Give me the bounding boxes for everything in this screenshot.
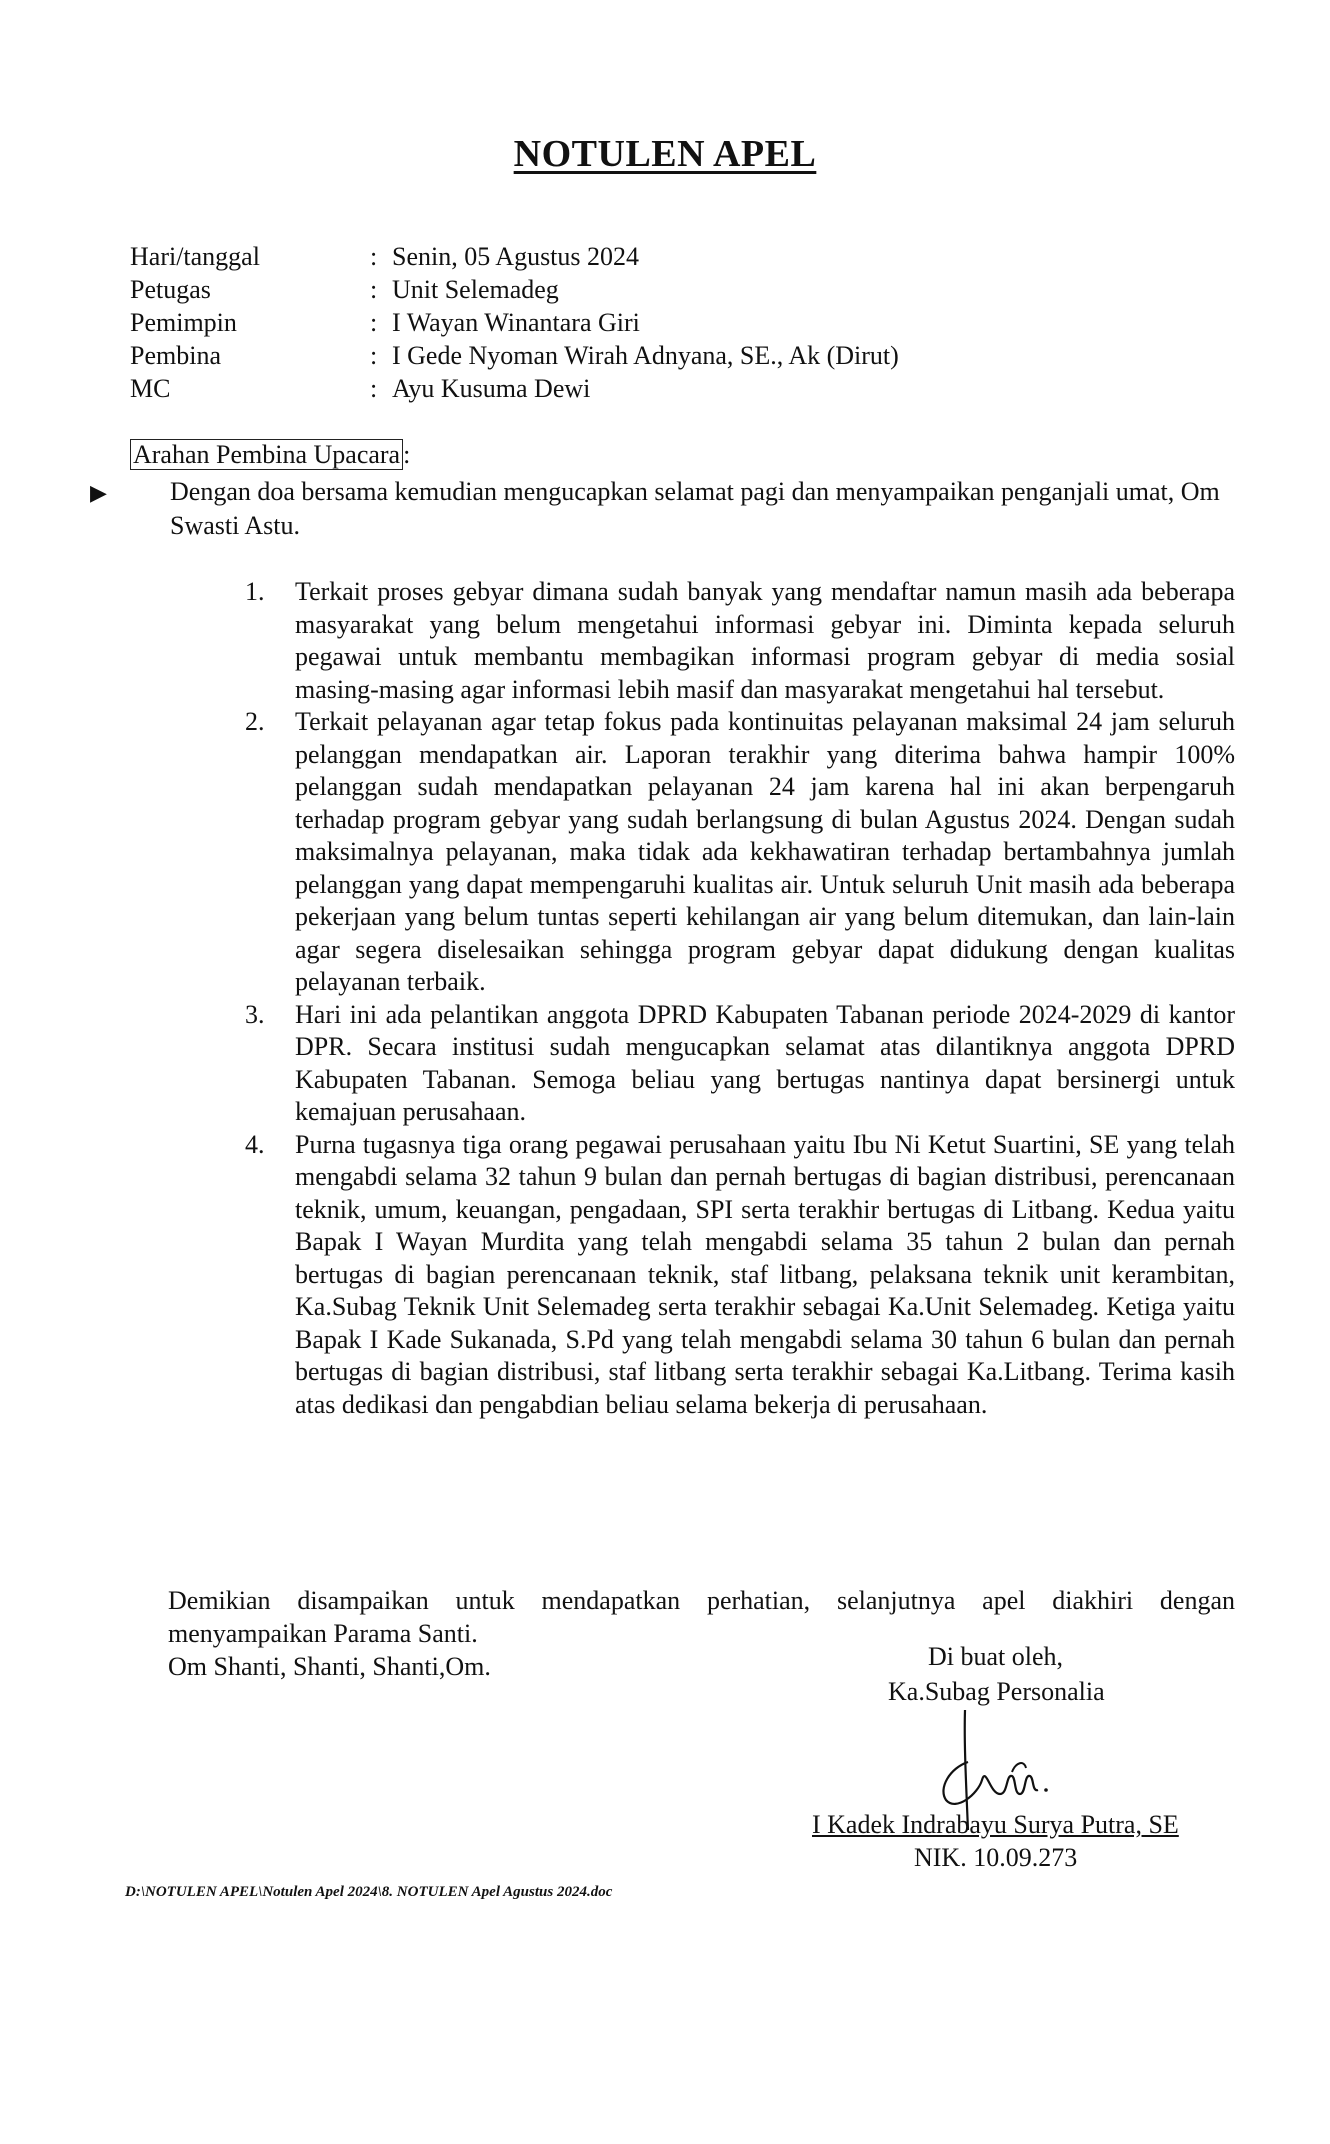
meta-label: Pemimpin xyxy=(130,307,237,337)
arahan-heading: Arahan Pembina Upacara : xyxy=(130,440,410,470)
list-text: Terkait pelayanan agar tetap fokus pada kontinuitas pelayanan maksimal 24 jam seluruh pelanggan mendapatkan air. Laporan terakhir yang diterima bahwa hampir 100% pelanggan sudah mendapatkan pelayanan 24 jam karena hal ini akan berpengaruh terhadap program gebyar yang sudah berlangsung di bulan Agustus 2024. Dengan sudah maksimalnya pelayanan, maka tidak ada kekhawatiran terhadap bertambahnya jumlah pelanggan yang dapat mempengaruhi kualitas air. Untuk seluruh Unit masih ada beberapa pekerjaan yang belum tuntas seperti kehilangan air yang belum ditemukan, dan lain-lain agar segera diselesaikan sehingga program gebyar dapat didukung dengan kualitas pelayanan terbaik. xyxy=(295,707,1235,996)
closing-paragraph xyxy=(168,1584,1235,1683)
meta-row-pemimpin: Pemimpin : I Wayan Winantara Giri xyxy=(130,307,640,337)
list-number: 3. xyxy=(245,999,265,1029)
list-item xyxy=(245,706,1235,999)
list-number: 2. xyxy=(245,707,265,736)
meta-value: I Wayan Winantara Giri xyxy=(392,307,640,337)
meta-value: I Gede Nyoman Wirah Adnyana, SE., Ak (Dirut) xyxy=(392,340,899,370)
arahan-heading-text: Arahan Pembina Upacara xyxy=(130,439,403,470)
meta-value: Ayu Kusuma Dewi xyxy=(392,373,591,403)
meta-row-petugas: Petugas : Unit Selemadeg xyxy=(130,274,559,304)
meta-value: Senin, 05 Agustus 2024 xyxy=(392,241,640,271)
meta-label: Petugas xyxy=(130,274,211,304)
closing-salutation: Om Shanti, Shanti, Shanti,Om. xyxy=(168,1652,491,1681)
list-text: Purna tugasnya tiga orang pegawai perusahaan yaitu Ibu Ni Ketut Suartini, SE yang telah mengabdi selama 32 tahun 9 bulan dan pernah bertugas di bagian distribusi, perencanaan teknik, umum, keuangan, pengadaan, SPI serta terakhir bertugas di Litbang. Kedua yaitu Bapak I Wayan Murdita yang telah mengabdi selama 35 tahun 2 bulan dan pernah bertugas di bagian perencanaan teknik, staf litbang, pelaksana teknik unit kerambitan, Ka.Subag Teknik Unit Selemadeg serta terakhir sebagai Ka.Unit Selemadeg. Ketiga yaitu Bapak I Kade Sukanada, S.Pd yang telah mengabdi selama 30 tahun 6 bulan dan pernah bertugas di bagian distribusi, staf litbang serta terakhir sebagai Ka.Litbang. Terima kasih atas dedikasi dan pengabdian beliau selama bekerja di perusahaan. xyxy=(295,1129,1235,1419)
list-number: 4. xyxy=(245,1129,265,1159)
list-item xyxy=(245,576,1235,706)
signoff-name: I Kadek Indrabayu Surya Putra, SE xyxy=(812,1810,1179,1839)
meta-value: Unit Selemadeg xyxy=(392,274,559,304)
list-number: 1. xyxy=(245,577,265,606)
arahan-intro xyxy=(90,475,1235,542)
list-text: Hari ini ada pelantikan anggota DPRD Kabupaten Tabanan periode 2024-2029 di kantor DPR. Secara institusi sudah mengucapkan selamat atas dilantiknya anggota DPRD Kabupaten Tabanan. Semoga beliau yang bertugas nantinya dapat bersinergi untuk kemajuan perusahaan. xyxy=(295,999,1235,1126)
file-path-footer: D:\NOTULEN APEL\Notulen Apel 2024\8. NOTULEN Apel Agustus 2024.doc xyxy=(125,1884,613,1900)
closing-line: Demikian disampaikan untuk mendapatkan perhatian, selanjutnya apel diakhiri dengan menyampaikan Parama Santi. xyxy=(168,1586,1235,1648)
arahan-list xyxy=(245,576,1235,1421)
signoff-made-by: Di buat oleh, xyxy=(928,1642,1064,1671)
arahan-intro-text: Dengan doa bersama kemudian mengucapkan selamat pagi dan menyampaikan penganjali umat, Om Swasti Astu. xyxy=(170,477,1220,540)
document-title: NOTULEN APEL xyxy=(513,133,817,175)
meta-row-mc: MC : Ayu Kusuma Dewi xyxy=(130,373,591,403)
meta-info xyxy=(130,240,899,405)
meta-row-pembina: Pembina : I Gede Nyoman Wirah Adnyana, SE., Ak (Dirut) xyxy=(130,340,899,370)
meta-label: Pembina xyxy=(130,340,221,370)
list-text: Terkait proses gebyar dimana sudah banyak yang mendaftar namun masih ada beberapa masyarakat yang belum mengetahui informasi gebyar ini. Diminta kepada seluruh pegawai untuk membantu membagikan informasi program gebyar di media sosial masing-masing agar informasi lebih masif dan masyarakat mengetahui hal tersebut. xyxy=(295,577,1235,704)
signoff-position: Ka.Subag Personalia xyxy=(888,1677,1105,1706)
meta-label: Hari/tanggal xyxy=(130,241,260,271)
list-item xyxy=(245,1129,1235,1422)
signoff-nik: NIK. 10.09.273 xyxy=(914,1843,1078,1872)
meta-label: MC xyxy=(130,373,171,403)
meta-row-date: Hari/tanggal : Senin, 05 Agustus 2024 xyxy=(130,241,640,271)
list-item xyxy=(245,999,1235,1129)
triangle-bullet-icon: ▶ xyxy=(90,480,107,505)
